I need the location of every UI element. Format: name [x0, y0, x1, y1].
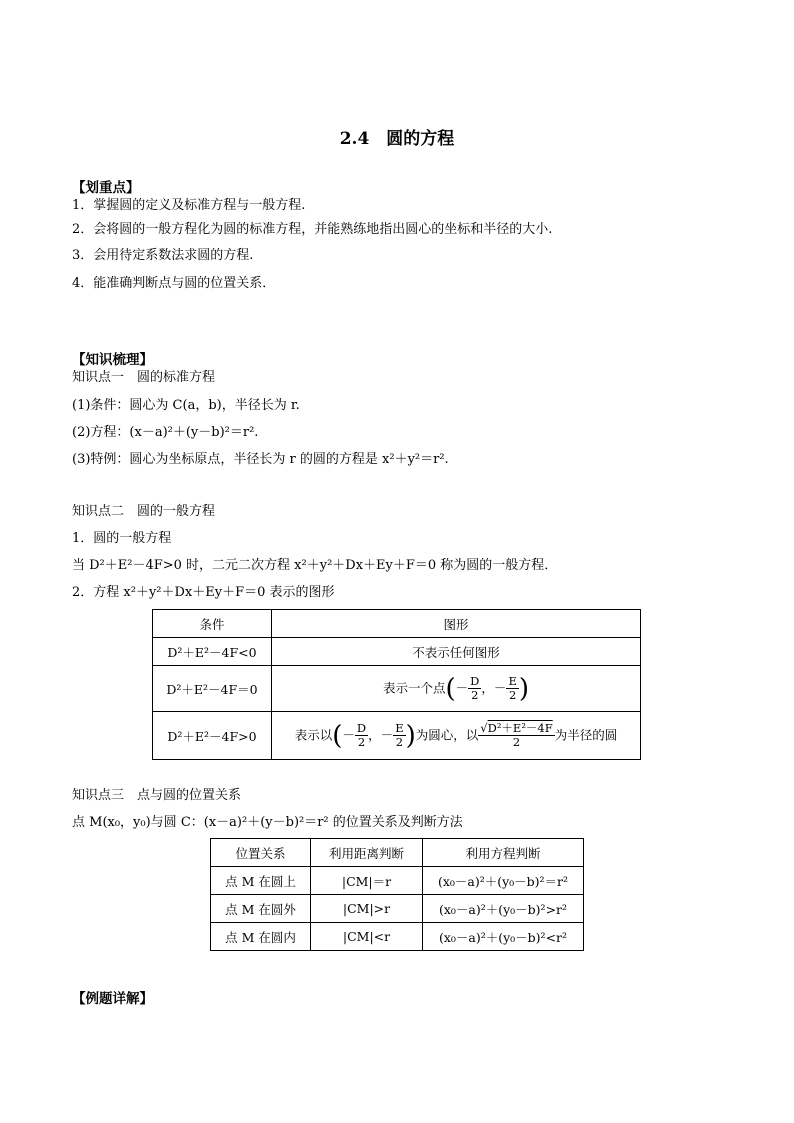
figure-prefix: 表示以	[294, 727, 333, 742]
denominator: 2	[357, 735, 366, 749]
kp2-title: 知识点二 圆的一般方程	[72, 504, 216, 519]
numerator: D	[356, 721, 367, 735]
condition-cell: D²＋E²－4F>0	[153, 712, 272, 760]
table-cell: 点 M 在圆外	[211, 895, 311, 923]
table-cell: 点 M 在圆内	[211, 923, 311, 951]
table-cell: (x₀－a)²＋(y₀－b)²>r²	[423, 895, 584, 923]
figure-mid: 为圆心，以	[415, 727, 479, 742]
condition-cell: D²＋E²－4F＝0	[153, 666, 272, 712]
figure-suffix: 为半径的圆	[554, 727, 618, 742]
table-cell: (x₀－a)²＋(y₀－b)²<r²	[423, 923, 584, 951]
kp3-title: 知识点三 点与圆的位置关系	[72, 788, 242, 803]
table-cell: |CM|>r	[311, 895, 423, 923]
key-point-item: 2．会将圆的一般方程化为圆的标准方程，并能熟练地指出圆心的坐标和半径的大小.	[72, 222, 553, 237]
kp1-line: (2)方程：(x－a)²＋(y－b)²＝r².	[72, 425, 259, 440]
kp1-line: (3)特例：圆心为坐标原点，半径长为 r 的圆的方程是 x²＋y²＝r².	[72, 452, 449, 467]
key-point-item: 1．掌握圆的定义及标准方程与一般方程.	[72, 198, 306, 213]
numerator: E	[395, 721, 404, 735]
kp2-line: 当 D²＋E²－4F>0 时，二元二次方程 x²＋y²＋Dx＋Ey＋F＝0 称为圆的一般方程．	[72, 558, 558, 573]
table-row	[153, 666, 641, 712]
table-cell: |CM|＝r	[311, 867, 423, 895]
table-header: 位置关系	[211, 839, 311, 867]
denominator: 2	[512, 735, 521, 749]
table-cell: (x₀－a)²＋(y₀－b)²＝r²	[423, 867, 584, 895]
knowledge-heading: 【知识梳理】	[72, 352, 153, 368]
table-row	[211, 867, 584, 895]
table-cell: |CM|<r	[311, 923, 423, 951]
table-header: 利用方程判断	[423, 839, 584, 867]
table-header: 图形	[272, 610, 641, 638]
key-point-item: 3．会用待定系数法求圆的方程.	[72, 248, 254, 263]
figure-prefix: 表示一个点	[382, 680, 446, 695]
fraction	[355, 722, 368, 749]
fraction	[468, 675, 481, 702]
comma: ，	[481, 680, 494, 695]
table-header: 条件	[153, 610, 272, 638]
numerator: D	[470, 674, 480, 688]
table-cell: 点 M 在圆上	[211, 867, 311, 895]
denominator: 2	[395, 735, 404, 749]
table-header: 利用距离判断	[311, 839, 423, 867]
denominator: 2	[471, 688, 479, 702]
general-equation-table	[152, 609, 641, 760]
kp2-line: 1．圆的一般方程	[72, 531, 172, 546]
kp1-title: 知识点一 圆的标准方程	[72, 370, 216, 385]
condition-cell: D²＋E²－4F<0	[153, 638, 272, 666]
figure-cell: 不表示任何图形	[272, 638, 641, 666]
table-row	[211, 923, 584, 951]
kp1-line: (1)条件：圆心为 C(a，b)，半径长为 r.	[72, 398, 300, 413]
table-row	[153, 638, 641, 666]
position-relation-table	[210, 838, 584, 951]
numerator	[478, 722, 554, 736]
figure-cell: 表示以(－ $\frac{D}{2}$ ，－ $\frac{E}{2}$ )为圆心，以 $\frac{\text{√D²＋E²－4F}}{2}$ 为半径的圆	[272, 712, 641, 760]
comma: ，	[368, 727, 381, 742]
radius-fraction	[478, 722, 554, 749]
negative-sign: －	[380, 727, 394, 742]
kp2-line: 2．方程 x²＋y²＋Dx＋Ey＋F＝0 表示的图形	[72, 585, 335, 600]
kp3-line: 点 M(x₀，y₀)与圆 C：(x－a)²＋(y－b)²＝r² 的位置关系及判断方法	[72, 815, 463, 830]
radicand: D²＋E²－4F	[487, 721, 553, 735]
negative-sign: －	[342, 727, 355, 742]
numerator: E	[508, 674, 517, 688]
page-title: 2.4 圆的方程	[339, 129, 455, 149]
negative-sign: －	[493, 680, 507, 695]
key-points-heading: 【划重点】	[72, 180, 140, 196]
radical-sign: √	[480, 721, 488, 735]
examples-heading: 【例题详解】	[72, 991, 153, 1007]
figure-cell: 表示一个点(－ $\frac{D}{2}$ ，－ $\frac{E}{2}$ )	[272, 666, 641, 712]
negative-sign: －	[455, 680, 469, 695]
denominator: 2	[508, 688, 517, 702]
key-point-item: 4．能准确判断点与圆的位置关系．	[72, 276, 276, 291]
table-row	[211, 895, 584, 923]
fraction	[506, 675, 518, 702]
fraction	[393, 722, 405, 749]
table-row	[153, 712, 641, 760]
